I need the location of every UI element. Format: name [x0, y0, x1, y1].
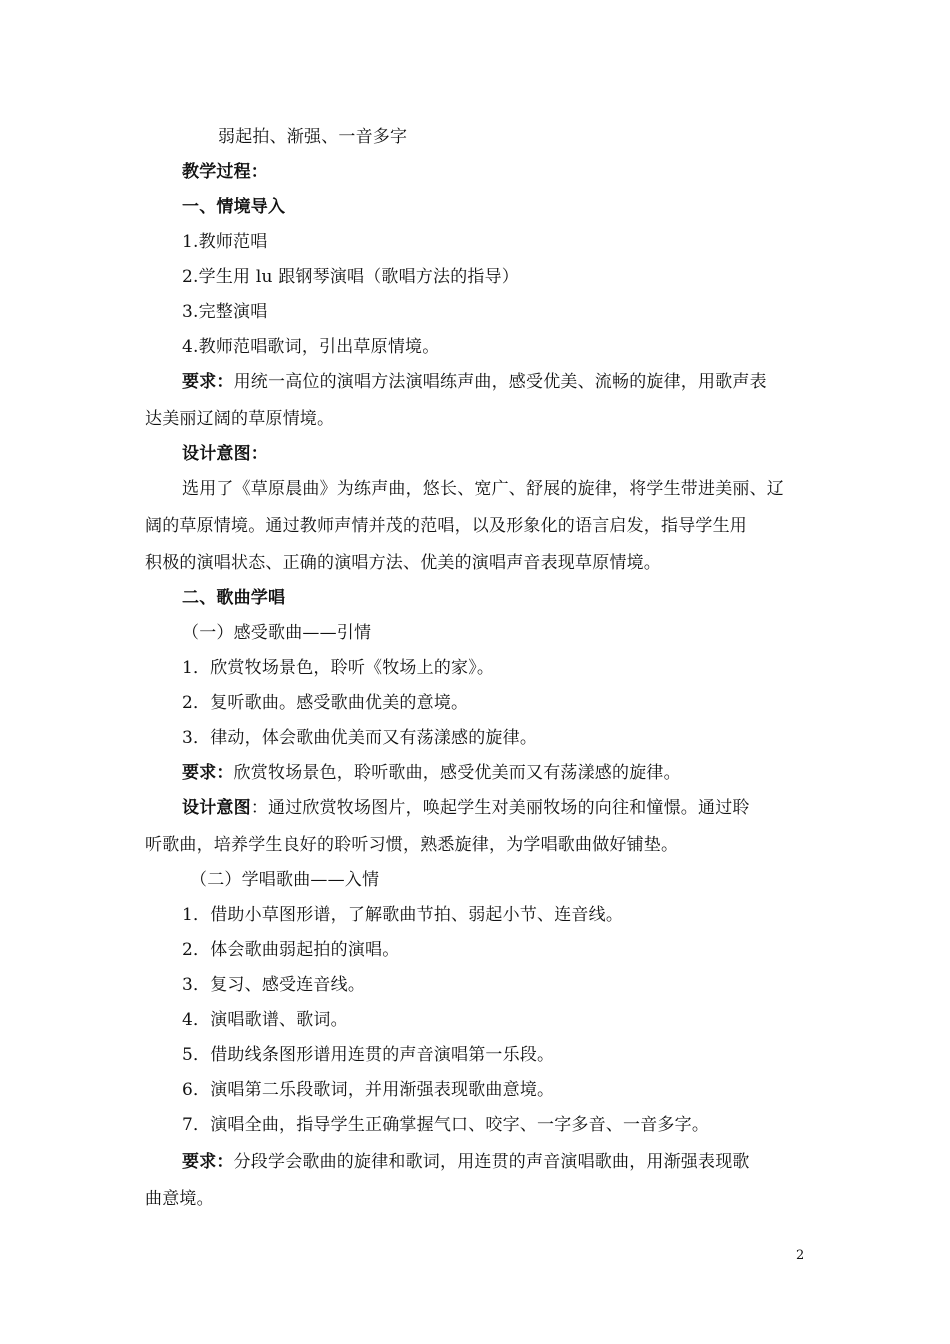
section-heading-process: 教学过程：: [182, 162, 268, 182]
design-intent-text: ：通过欣赏牧场图片，唤起学生对美丽牧场的向往和憧憬。通过聆: [250, 798, 750, 818]
page-number: 2: [796, 1248, 805, 1263]
paragraph-line: 听歌曲，培养学生良好的聆听习惯，熟悉旋律，为学唱歌曲做好铺垫。: [145, 835, 679, 855]
paragraph-line: 达美丽辽阔的草原情境。: [145, 409, 335, 429]
list-item: 6．演唱第二乐段歌词，并用渐强表现歌曲意境。: [182, 1080, 555, 1100]
list-item: 2．体会歌曲弱起拍的演唱。: [182, 940, 400, 960]
list-item: 1.教师范唱: [182, 232, 268, 252]
requirement-paragraph: [182, 1151, 750, 1173]
paragraph-line: 阔的草原情境。通过教师声情并茂的范唱，以及形象化的语言启发，指导学生用: [145, 516, 747, 536]
design-intent-paragraph: [182, 797, 750, 819]
paragraph-line: 曲意境。: [145, 1189, 214, 1209]
list-item: 3．律动，体会歌曲优美而又有荡漾感的旋律。: [182, 728, 538, 748]
requirement-label: 要求：: [182, 372, 234, 392]
list-item: 4.教师范唱歌词，引出草原情境。: [182, 337, 440, 357]
list-item: 2．复听歌曲。感受歌曲优美的意境。: [182, 693, 469, 713]
requirement-label: 要求：: [182, 763, 234, 783]
list-item: 1．欣赏牧场景色，聆听《牧场上的家》。: [182, 658, 495, 678]
list-item: 1．借助小草图形谱，了解歌曲节拍、弱起小节、连音线。: [182, 905, 624, 925]
list-item: 4．演唱歌谱、歌词。: [182, 1010, 348, 1030]
requirement-text: 分段学会歌曲的旋律和歌词，用连贯的声音演唱歌曲，用渐强表现歌: [233, 1152, 750, 1172]
design-intent-label: 设计意图: [182, 798, 251, 818]
subsection-heading: （一）感受歌曲——引情: [182, 623, 372, 643]
requirement-paragraph: [182, 762, 681, 784]
requirement-paragraph: [182, 371, 767, 393]
keywords-line: 弱起拍、渐强、一音多字: [218, 127, 408, 147]
design-intent-label: 设计意图：: [182, 444, 268, 464]
list-item: 5．借助线条图形谱用连贯的声音演唱第一乐段。: [182, 1045, 555, 1065]
subsection-heading: （二）学唱歌曲——入情: [190, 870, 380, 890]
list-item: 3．复习、感受连音线。: [182, 975, 366, 995]
requirement-text: 用统一高位的演唱方法演唱练声曲，感受优美、流畅的旋律，用歌声表: [233, 372, 767, 392]
list-item: 3.完整演唱: [182, 302, 268, 322]
paragraph-line: 选用了《草原晨曲》为练声曲，悠长、宽广、舒展的旋律，将学生带进美丽、辽: [182, 479, 784, 499]
paragraph-line: 积极的演唱状态、正确的演唱方法、优美的演唱声音表现草原情境。: [145, 553, 661, 573]
section-heading-2: 二、歌曲学唱: [182, 588, 286, 608]
requirement-text: 欣赏牧场景色，聆听歌曲，感受优美而又有荡漾感的旋律。: [233, 763, 681, 783]
requirement-label: 要求：: [182, 1152, 234, 1172]
list-item: 2.学生用 lu 跟钢琴演唱（歌唱方法的指导）: [182, 267, 520, 287]
list-item: 7．演唱全曲，指导学生正确掌握气口、咬字、一字多音、一音多字。: [182, 1115, 710, 1135]
section-heading-1: 一、情境导入: [182, 197, 286, 217]
